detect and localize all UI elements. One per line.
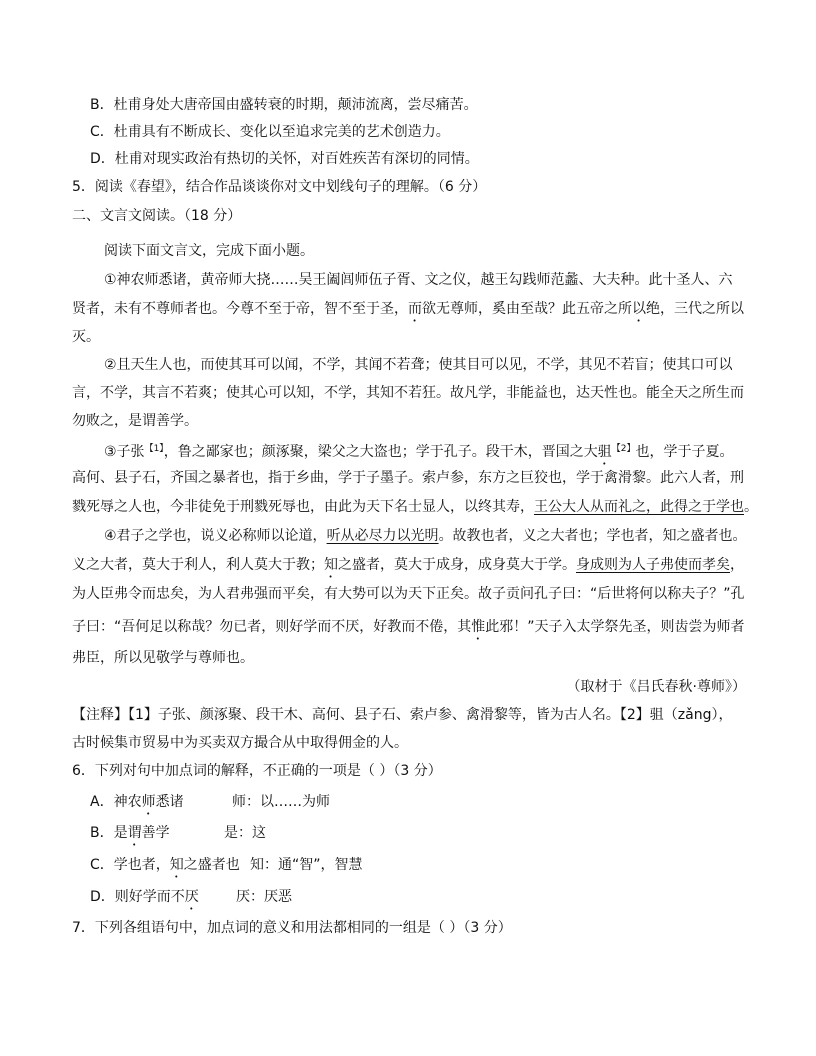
dotted-char: 而: [408, 301, 422, 317]
q6-option-b-explanation: 是：这: [224, 825, 266, 841]
q6-option-a: A．神农师悉诸: [90, 794, 184, 810]
passage-p4-line2: 义之大者，莫大于利人，利人莫大于教；知之盛者，莫大于成身，成身莫大于学。身成则为人子弗使而孝矣，: [72, 557, 744, 573]
passage-p1-line3: 灭。: [72, 329, 100, 345]
passage-p4-line5: 弗臣，所以见敬学与尊师也。: [72, 650, 254, 666]
q6-option-a-explanation: 师：以……为师: [232, 794, 330, 810]
question-7: 7．下列各组语句中，加点词的意义和用法都相同的一组是（ ）（3 分）: [72, 920, 512, 936]
notes-line1: 【注释】【1】子张、颜涿聚、段干木、高何、县子石、索卢参、禽滑黎等，皆为古人名。【2】驵（zǎng），: [72, 707, 733, 723]
dotted-char: 驵: [597, 444, 612, 460]
reading-instruction: 阅读下面文言文，完成下面小题。: [104, 243, 314, 259]
note-marker: 【2】: [611, 444, 636, 454]
q6-option-c-explanation: 知：通“智”，智慧: [250, 857, 363, 873]
passage-p4-line3: 为人臣弗令而忠矣，为人君弗强而平矣，有大势可以为天下正矣。故子贡问孔子曰：“后世将何以称夫子？”孔: [72, 586, 745, 602]
dotted-char: 以: [632, 301, 646, 317]
passage-p1-line2: 贤者，未有不尊师者也。今尊不至于帝，智不至于圣，而欲无尊师，奚由至哉？此五帝之所以绝，三代之所以: [72, 301, 744, 317]
choice-b: B．杜甫身处大唐帝国由盛转衰的时期，颠沛流离，尝尽痛苦。: [90, 97, 478, 113]
dotted-char: 厌: [184, 889, 199, 905]
passage-p2-line2: 言，不学，其言不若爽；使其心可以知，不学，其知不若狂。故凡学，非能益也，达天性也。能全天之所生而: [72, 385, 744, 401]
source-citation: （取材于《吕氏春秋·尊师》）: [566, 679, 746, 695]
note-marker: 【1】: [144, 444, 164, 454]
question-6: 6．下列对句中加点词的解释，不正确的一项是（ ）（3 分）: [72, 763, 442, 779]
passage-p1-line1: ①神农师悉诸，黄帝师大挠……吴王阖闾师伍子胥、文之仪，越王勾践师范蠡、大夫种。此十圣人、六: [104, 272, 733, 288]
underlined-sentence: 王公大人从而礼之，此得之于学也: [534, 499, 744, 515]
passage-p2-line1: ②且天生人也，而使其耳可以闻，不学，其闻不若聋；使其目可以见，不学，其见不若盲；使其口可以: [104, 357, 733, 373]
dotted-char: 谓: [127, 825, 142, 841]
notes-line2: 古时候集市贸易中为买卖双方撮合从中取得佣金的人。: [72, 735, 408, 751]
passage-p2-line3: 勿败之，是谓善学。: [72, 413, 198, 429]
q6-option-d-explanation: 厌：厌恶: [236, 889, 292, 905]
dotted-char: 知: [169, 857, 184, 873]
passage-p4-line4: 子曰：“吾何足以称哉？勿已者，则好学而不厌，好教而不倦，其惟此邪！”天子入太学祭先圣，则齿尝为师者: [72, 619, 745, 635]
passage-p3-line2: 高何、县子石，齐国之暴者也，指于乡曲，学于子墨子。索卢参，东方之巨狡也，学于禽滑黎。此六人者，刑: [72, 470, 744, 486]
question-5: 5．阅读《春望》，结合作品谈谈你对文中划线句子的理解。（6 分）: [72, 179, 487, 195]
dotted-char: 知: [324, 557, 338, 573]
underlined-sentence: 听从必尽力以光明: [326, 528, 439, 544]
passage-p4-line1: ④君子之学也，说义必称师以论道，听从必尽力以光明。故教也者，义之大者也；学也者，知之盛者也。: [104, 528, 747, 544]
choice-c: C．杜甫具有不断成长、变化以至追求完美的艺术创造力。: [90, 124, 450, 140]
choice-d: D．杜甫对现实政治有热切的关怀，对百姓疾苦有深切的同情。: [90, 151, 479, 167]
section-heading: 二、文言文阅读。（18 分）: [72, 208, 242, 224]
passage-p3-line1: ③子张$^{【1】}$，鲁之鄙家也；颜涿聚，梁父之大盗也；学于孔子。段干木，晋国之大驵$^{【2】}$也，学于子夏。: [104, 444, 734, 460]
dotted-char: 惟: [471, 619, 486, 635]
underlined-sentence: 身成则为人子弗使而孝矣: [576, 557, 730, 573]
q6-option-d: D．则好学而不厌: [90, 889, 199, 905]
q6-option-c: C．学也者，知之盛者也: [90, 857, 240, 873]
dotted-char: 师: [141, 794, 156, 810]
passage-p3-line3: 戮死辱之人也，今非徒免于刑戮死辱也，由此为天下名士显人，以终其寿，王公大人从而礼之，此得之于学也。: [72, 499, 758, 515]
q6-option-b: B．是谓善学: [90, 825, 170, 841]
